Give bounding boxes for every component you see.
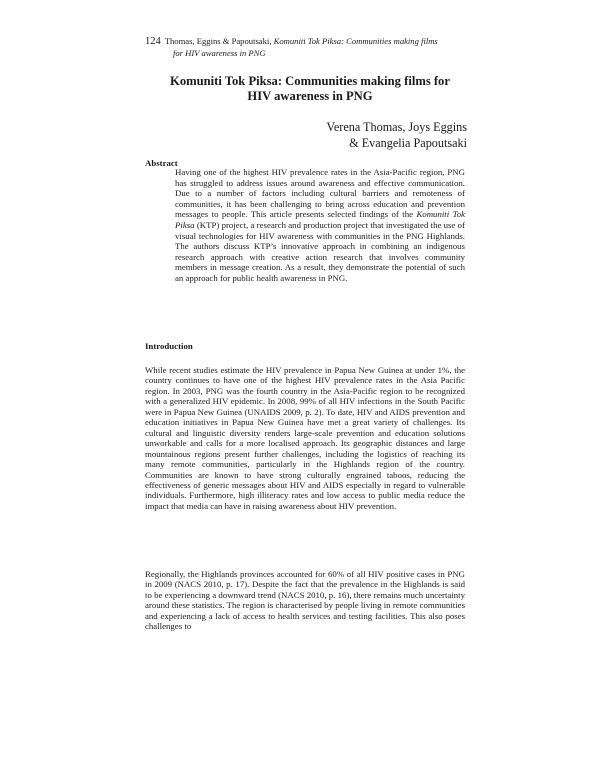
abstract-text-part2: (KTP) project, a research and production project that investigated the use of visual technologies for HIV awareness with communities in the PNG Highlands. The authors discuss KTP’s innovative approach in combining an indigenous research approach with creative action research that involves community members in message creation. As a result, they demonstrate the potential of such an approach for public health awareness in PNG. (175, 219, 465, 283)
abstract-text (175, 167, 465, 284)
abstract-italic-term: Komuniti Tok Piksa (175, 209, 465, 230)
running-head-authors: Thomas, Eggins & Papoutsaki, (164, 36, 272, 46)
article-title (145, 74, 475, 104)
running-head-title-line1: Komuniti Tok Piksa: Communities making films (273, 36, 438, 46)
abstract-heading: Abstract (145, 158, 178, 168)
abstract-text-part1: Having one of the highest HIV prevalence rates in the Asia-Pacific region, PNG has struggled to address issues around awareness and effective communication. Due to a number of factors including cultural barriers and remoteness of communities, it has been challenging to bring across education and prevention messages to people. This article presents selected findings of the (175, 167, 465, 220)
introduction-paragraph-1: While recent studies estimate the HIV prevalence in Papua New Guinea at under 1%, the country continues to have one of the highest HIV prevalence rates in the Asia Pacific region. In 2003, PNG was the fourth country in the Asia-Pacific region to be recognized with a generalized HIV epidemic. In 2008, 99% of all HIV infections in the South Pacific were in Papua New Guinea (UNAIDS 2009, p. 2). To date, HIV and AIDS prevention and education initiatives in Papua New Guinea have met a great variety of challenges. Its cultural and linguistic diversity renders large-scale prevention and education solutions unworkable and calls for a more localised approach. Its geographic distances and large mountainous regions present further challenges, including the logistics of reaching its many remote communities, particularly in the Highlands region of the country. Communities are known to have strong culturally engrained taboos, reducing the effectiveness of generic messages about HIV and AIDS especially in regard to vulnerable individuals. Furthermore, high illiteracy rates and low access to public media reduce the impact that media can have in raising awareness about HIV prevention. (145, 365, 465, 511)
article-title-line1: Komuniti Tok Piksa: Communities making films for (170, 74, 450, 88)
authors-line2: & Evangelia Papoutsaki (349, 135, 467, 150)
article-authors (326, 120, 467, 151)
running-head (145, 36, 465, 58)
article-title-line2: HIV awareness in PNG (247, 89, 373, 103)
page-number: 124 (145, 36, 161, 47)
introduction-heading: Introduction (145, 341, 193, 351)
authors-line1: Verena Thomas, Joys Eggins (326, 120, 467, 134)
introduction-paragraph-2: Regionally, the Highlands provinces accounted for 60% of all HIV positive cases in PNG in 2009 (NACS 2010, p. 17). Despite the fact that the prevalence in the Highlands is said to be experiencing a downward trend (NACS 2010, p. 16), there remains much uncertainty around these statistics. The region is characterised by people living in remote communities and experiencing a lack of access to health services and testing facilities. This also poses challenges to (145, 569, 465, 632)
running-head-title-line2: for HIV awareness in PNG (173, 47, 266, 58)
